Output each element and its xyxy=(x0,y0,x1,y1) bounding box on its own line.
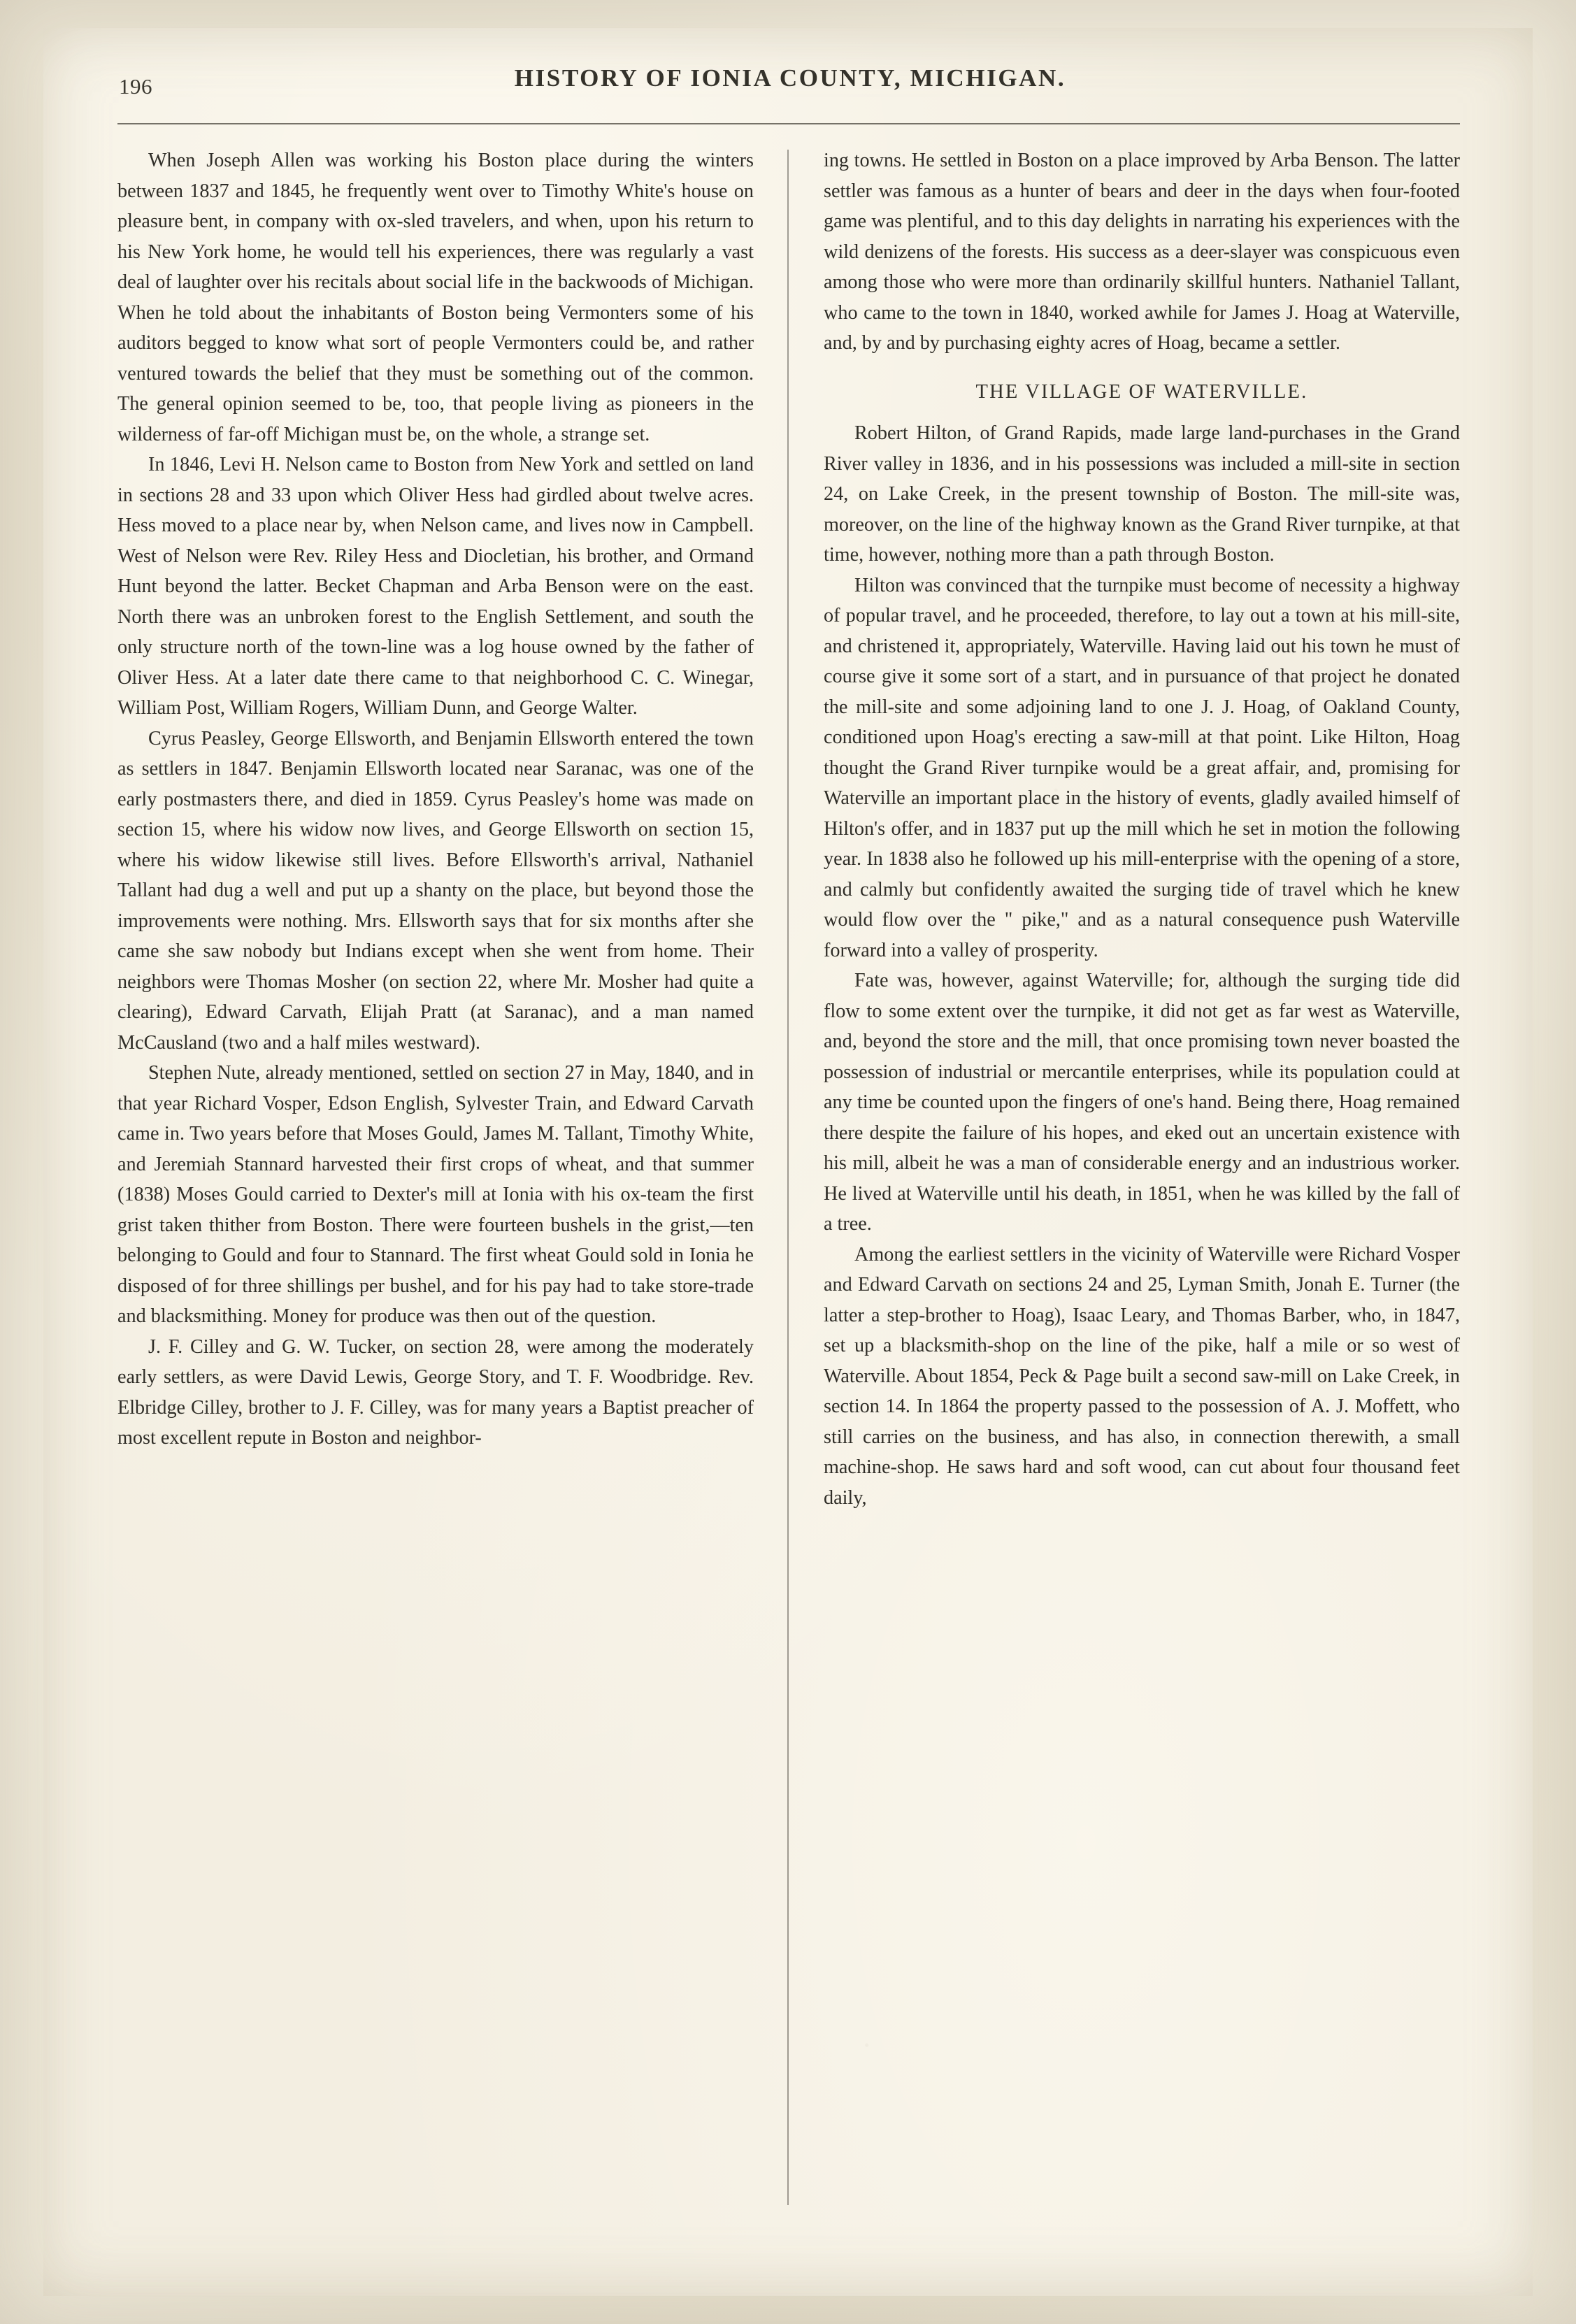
paragraph: J. F. Cilley and G. W. Tucker, on section 28, were among the moderately early settlers, as were David Lewis, George Story, and T. F. Woodbridge. Rev. Elbridge Cilley, brother to J. F. Cilley, was for many years a Baptist preacher of most excellent repute in Boston and neighbor- xyxy=(117,1335,754,1449)
paragraph: In 1846, Levi H. Nelson came to Boston from New York and settled on land in sections 28 and 33 upon which Oliver Hess had girdled about twelve acres. Hess moved to a place near by, when Nelson came, and lives now in Campbell. West of Nelson were Rev. Riley Hess and Diocletian, his brother, and Ormand Hunt beyond the latter. Becket Chapman and Arba Benson were on the east. North there was an unbroken forest to the English Settlement, and south the only structure north of the town-line was a log house owned by the father of Oliver Hess. At a later date there came to that neighborhood C. C. Winegar, William Post, William Rogers, William Dunn, and George Walter. xyxy=(117,454,754,719)
header-rule xyxy=(117,123,1460,124)
page-number: 196 xyxy=(119,74,152,99)
text-columns xyxy=(117,145,1460,2215)
left-column xyxy=(117,145,754,1454)
paragraph: Hilton was convinced that the turnpike must become of necessity a highway of popular travel, and he proceeded, therefore, to lay out a town at his mill-site, and christened it, appropriately, Waterville. Having laid out his town he must of course give it some sort of a start, and in pursuance of that project he donated the mill-site and some adjoining land to one J. J. Hoag, of Oakland County, conditioned upon Hoag's erecting a saw-mill at that point. Like Hilton, Hoag thought the Grand River turnpike would be a great affair, and, promising for Waterville an important place in the history of events, gladly availed himself of Hilton's offer, and in 1837 put up the mill which he set in motion the following year. In 1838 also he followed up his mill-enterprise with the opening of a store, and calmly but confidently awaited the surging tide of travel which he knew would flow over the " pike," and as a natural consequence push Waterville forward into a valley of prosperity. xyxy=(824,574,1460,961)
page-header xyxy=(105,55,1475,103)
paragraph: Fate was, however, against Waterville; for, although the surging tide did flow to some extent over the turnpike, it did not get as far west as Waterville, and, beyond the store and the mill, that once promising town never boasted the possession of industrial or mercantile enterprises, while its population could at any time be counted upon the fingers of one's hand. Being there, Hoag remained there despite the failure of his hopes, and eked out an uncertain existence with his mill, albeit he was a man of considerable energy and an industrious worker. He lived at Waterville until his death, in 1851, when he was killed by the fall of a tree. xyxy=(824,970,1460,1235)
paragraph-continuation: ing towns. He settled in Boston on a place improved by Arba Benson. The latter settler was famous as a hunter of bears and deer in the days when four-footed game was plentiful, and to this day delights in narrating his experiences with the wild denizens of the forests. His success as a deer-slayer was conspicuous even among those who were more than ordinarily skillful hunters. Nathaniel Tallant, who came to the town in 1840, worked awhile for James J. Hoag at Waterville, and, by and by purchasing eighty acres of Hoag, became a settler. xyxy=(824,150,1460,354)
section-heading: THE VILLAGE OF WATERVILLE. xyxy=(975,380,1308,403)
paragraph: When Joseph Allen was working his Boston place during the winters between 1837 and 1845, he frequently went over to Timothy White's house on pleasure bent, in company with ox-sled travelers, and when, upon his return to his New York home, he would tell his experiences, there was regularly a vast deal of laughter over his recitals about social life in the backwoods of Michigan. When he told about the inhabitants of Boston being Vermonters some of his auditors begged to know what sort of people Vermonters could be, and rather ventured towards the belief that they must be something out of the common. The general opinion seemed to be, too, that people living as pioneers in the wilderness of far-off Michigan must be, on the whole, a strange set. xyxy=(117,150,754,445)
paragraph: Stephen Nute, already mentioned, settled on section 27 in May, 1840, and in that year Richard Vosper, Edson English, Sylvester Train, and Edward Carvath came in. Two years before that Moses Gould, James M. Tallant, Timothy White, and Jeremiah Stannard harvested their first crops of wheat, and that summer (1838) Moses Gould carried to Dexter's mill at Ionia with his ox-team the first grist taken thither from Boston. There were fourteen bushels in the grist,—ten belonging to Gould and four to Stannard. The first wheat Gould sold in Ionia he disposed of for three shillings per bushel, and for his pay had to take store-trade and blacksmithing. Money for produce was then out of the question. xyxy=(117,1062,754,1327)
running-head: HISTORY OF IONIA COUNTY, MICHIGAN. xyxy=(514,64,1066,92)
right-column xyxy=(824,145,1460,1513)
paragraph: Cyrus Peasley, George Ellsworth, and Benjamin Ellsworth entered the town as settlers in 1847. Benjamin Ellsworth located near Saranac, was one of the early postmasters there, and died in 1859. Cyrus Peasley's home was made on section 15, where his widow now lives, and George Ellsworth on section 15, where his widow likewise still lives. Before Ellsworth's arrival, Nathaniel Tallant had dug a well and put up a shanty on the place, but beyond those the improvements were nothing. Mrs. Ellsworth says that for six months after she came she saw nobody but Indians except when she went from home. Their neighbors were Thomas Mosher (on section 22, where Mr. Mosher had quite a clearing), Edward Carvath, Elijah Pratt (at Saranac), and a man named McCausland (two and a half miles westward). xyxy=(117,727,754,1054)
paragraph: Robert Hilton, of Grand Rapids, made large land-purchases in the Grand River valley in 1836, and in his possessions was included a mill-site in section 24, on Lake Creek, in the present township of Boston. The mill-site was, moreover, on the line of the highway known as the Grand River turnpike, at that time, however, nothing more than a path through Boston. xyxy=(824,422,1460,566)
column-divider xyxy=(787,150,789,2205)
paragraph: Among the earliest settlers in the vicinity of Waterville were Richard Vosper and Edward Carvath on sections 24 and 25, Lyman Smith, Jonah E. Turner (the latter a step-brother to Hoag), Isaac Leary, and Thomas Barber, who, in 1847, set up a blacksmith-shop on the line of the pike, half a mile or so west of Waterville. About 1854, Peck & Page built a second saw-mill on Lake Creek, in section 14. In 1864 the property passed to the possession of A. J. Moffett, who still carries on the business, and has also, in connection therewith, a small machine-shop. He saws hard and soft wood, can cut about four thousand feet daily, xyxy=(824,1243,1460,1509)
